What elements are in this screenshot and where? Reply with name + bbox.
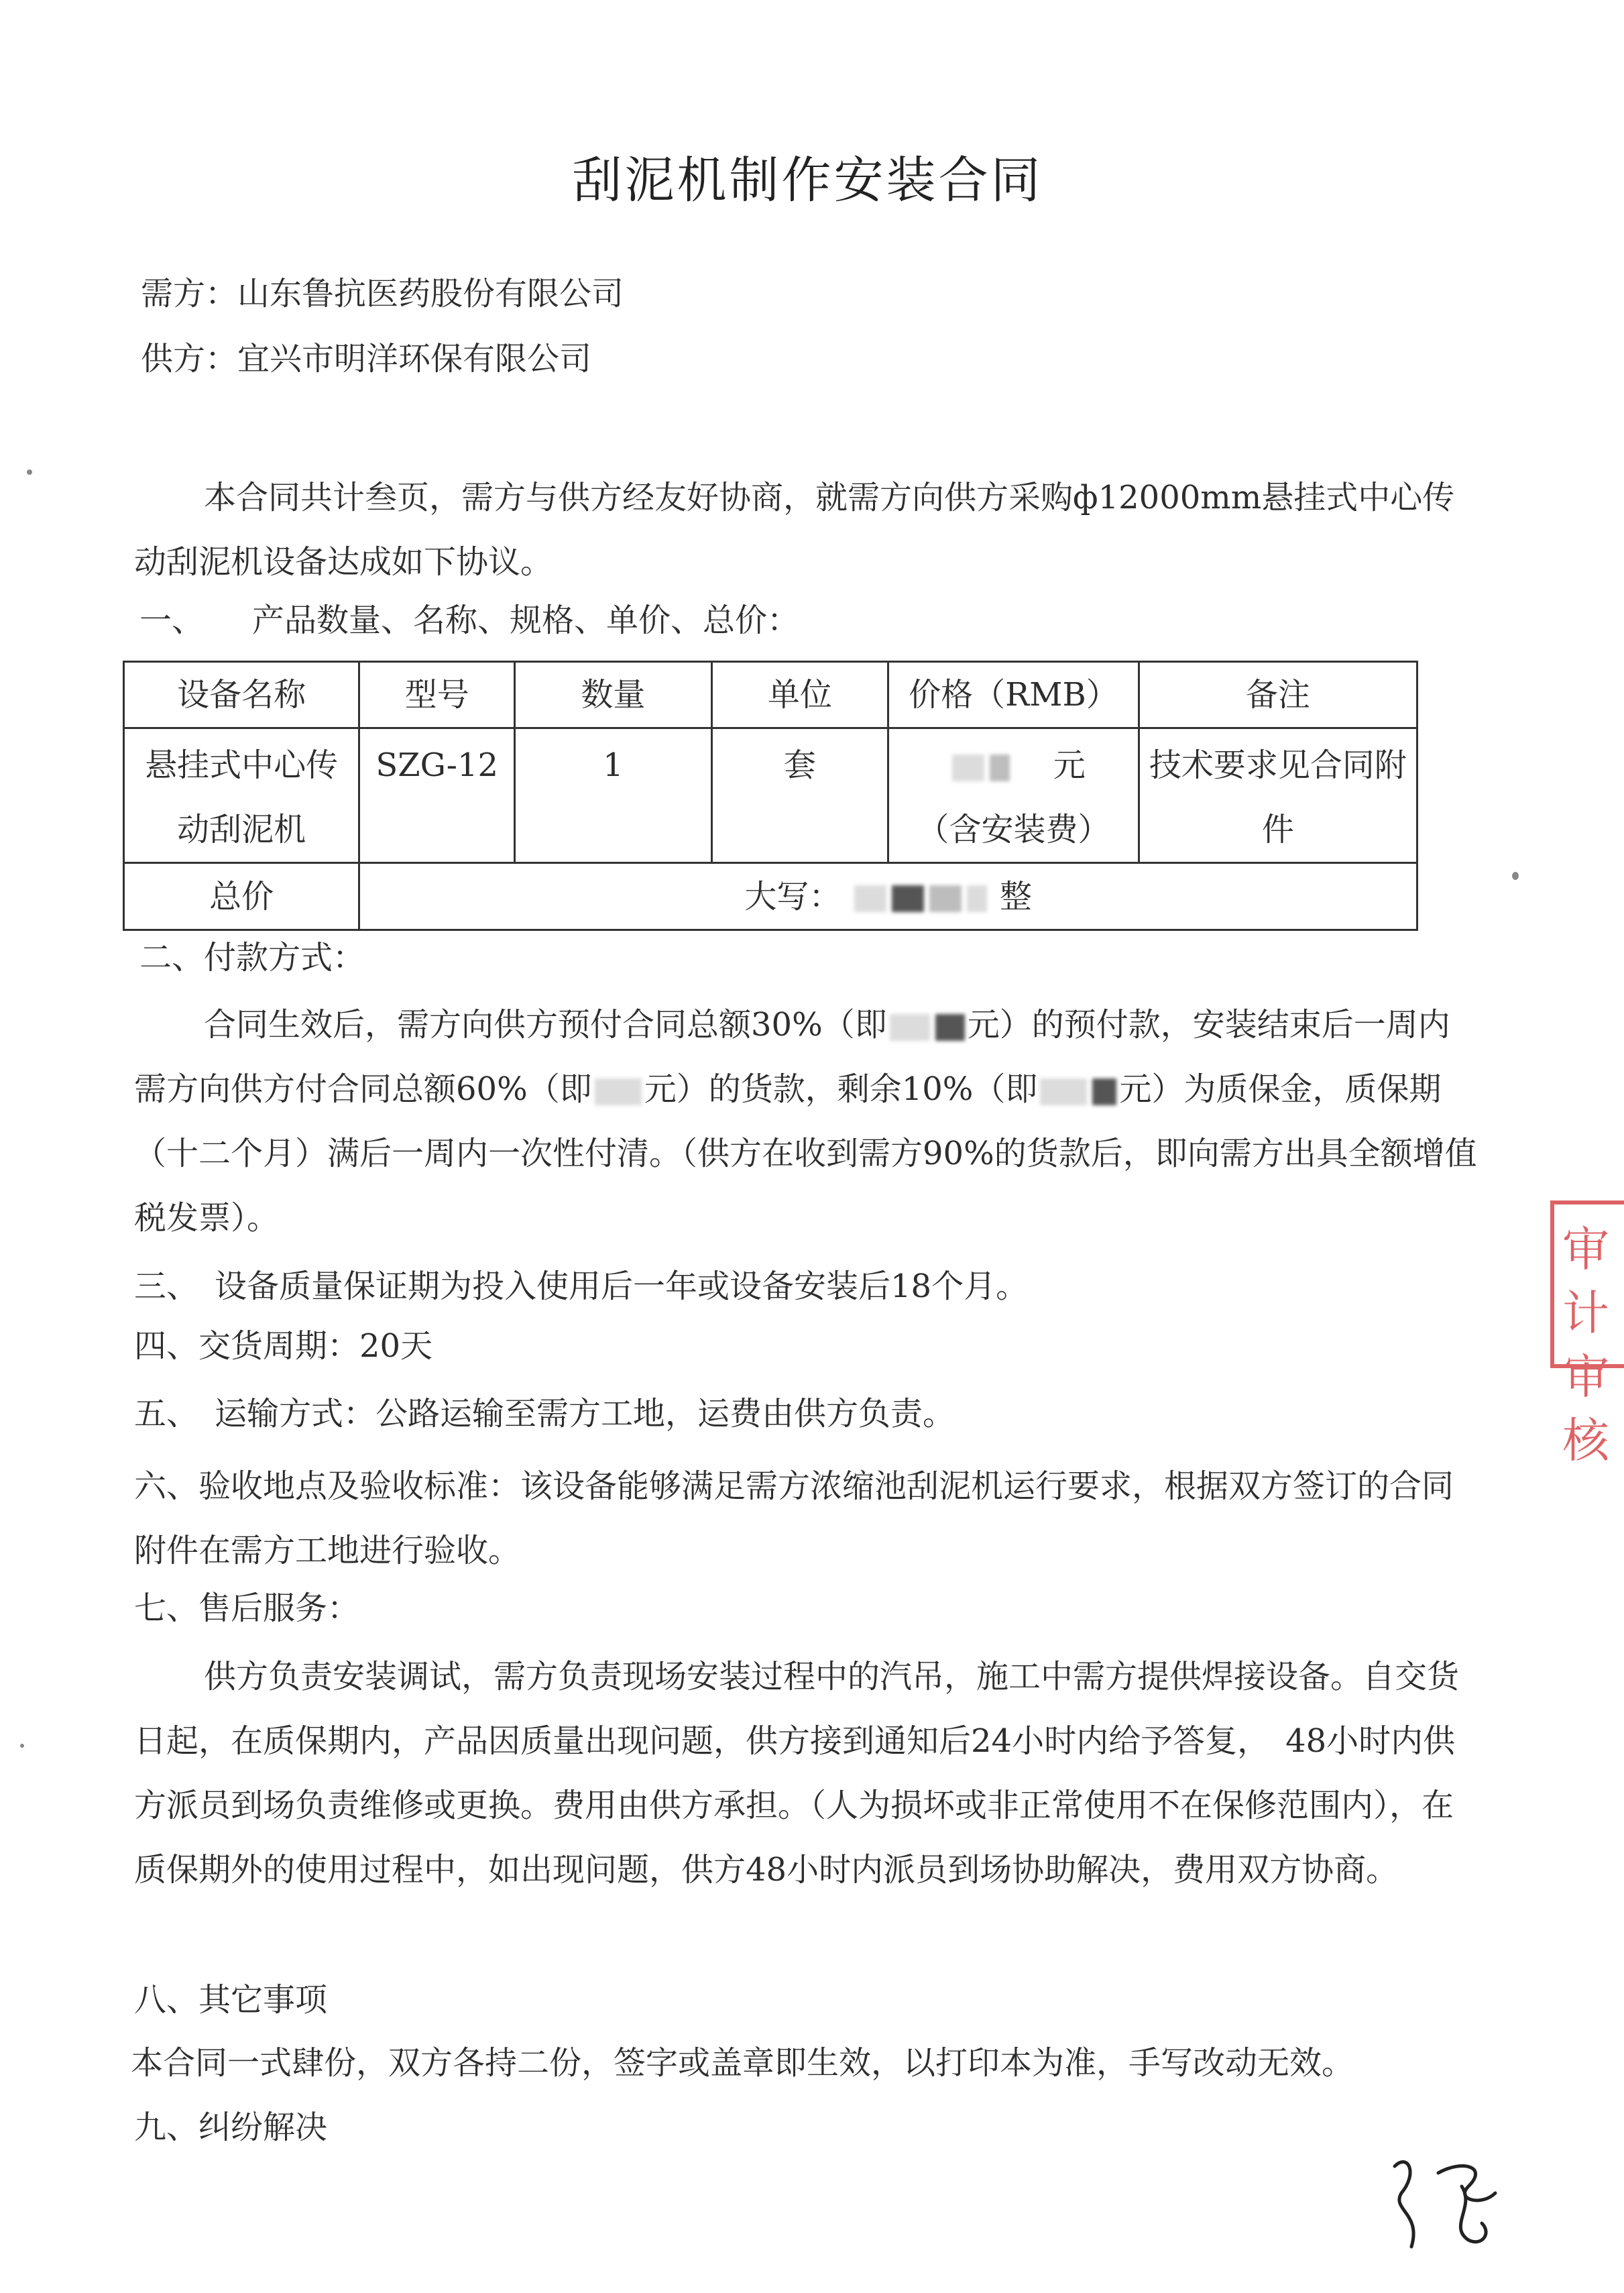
total-label: 总价 [124,863,359,930]
price-amount [894,733,1133,797]
header-price: 价格（RMB） [888,662,1139,728]
header-remark: 备注 [1139,662,1417,728]
section-9-heading: 九、纠纷解决 [134,2109,328,2146]
header-unit: 单位 [711,662,888,728]
price-note: （含安装费） [917,811,1110,848]
section-7-heading: 七、售后服务： [134,1589,360,1627]
section-3: 三、 设备质量保证期为投入使用后一年或设备安装后18个月。 [134,1268,1029,1305]
section-8-heading: 八、其它事项 [134,1981,328,2019]
intro-paragraph: 本合同共计叁页，需方与供方经友好协商，就需方向供方采购ф12000mm悬挂式中心传动刮泥机设备达成如下协议。 [134,479,1455,581]
payment-text-c: 元）的货款，剩余10%（即 [644,1070,1038,1108]
redacted-amount [935,1014,965,1041]
cell-model: SZG-12 [359,728,515,863]
handwritten-signature [1381,2146,1509,2260]
price-unit: 元 [1053,746,1086,784]
section-4: 四、交货周期：20天 [134,1327,433,1365]
redacted-amount [595,1078,642,1105]
redacted-amount [890,1014,930,1041]
product-table [123,661,1418,931]
section-2-paragraph [134,993,1482,1250]
redacted-total [854,885,886,912]
scan-speck [20,1744,24,1748]
buyer-line: 需方：山东鲁抗医药股份有限公司 [141,275,624,313]
payment-text-d: 元）为质保金，质保期（十二个月）满后一周内一次性付清。（供方在收到需方90%的货款后，即向需方出具全额增值税发票）。 [134,1070,1477,1237]
section-5: 五、 运输方式：公路运输至需方工地，运费由供方负责。 [134,1395,955,1433]
audit-stamp [1550,1200,1624,1468]
cell-price [888,728,1139,863]
total-prefix: 大写： [744,877,842,915]
header-model: 型号 [359,662,515,728]
section-6: 六、验收地点及验收标准：该设备能够满足需方浓缩池刮泥机运行要求，根据双方签订的合同附件在需方工地进行验收。 [134,1467,1454,1569]
header-quantity: 数量 [515,662,711,728]
document-title: 刮泥机制作安装合同 [572,152,1043,209]
total-suffix: 整 [999,877,1032,915]
redacted-amount [990,754,1010,781]
section-7-paragraph: 供方负责安装调试，需方负责现场安装过程中的汽吊，施工中需方提供焊接设备。自交货日起，在质保期内，产品因质量出现问题，供方接到通知后24小时内给予答复， 48小时内供方派员到场负责维修或更换。费用由供方承担。（人为损坏或非正常使用不在保修范围内），在质保期外的使用过程中，如出现问题，供方48小时内派员到场协助解决，费用双方协商。 [134,1658,1460,1889]
redacted-amount [952,754,984,781]
redacted-amount [1092,1078,1116,1105]
scan-speck [1512,872,1519,880]
stamp-text: 审计审核 [1562,1222,1609,1468]
section-8-text: 本合同一式肆份，双方各持二份，签字或盖章即生效，以打印本为准，手写改动无效。 [131,2044,1354,2082]
section-1-heading: 一、 产品数量、名称、规格、单价、总价： [139,602,800,639]
header-equipment-name: 设备名称 [124,662,359,728]
scan-speck [27,469,32,475]
cell-equipment-name: 悬挂式中心传动刮泥机 [124,728,359,863]
redacted-total [929,885,962,912]
cell-remark: 技术要求见合同附件 [1139,728,1417,863]
redacted-total [892,885,924,912]
cell-quantity: 1 [515,728,711,863]
section-2-heading: 二、付款方式： [139,939,365,976]
redacted-total [967,885,987,912]
cell-unit: 套 [711,728,888,863]
payment-text-b: 元）的预付款，安装结束后一周内需方向供方付合同总额60%（即 [134,1006,1450,1108]
redacted-amount [1040,1078,1087,1105]
total-value [359,863,1417,930]
supplier-line: 供方：宜兴市明洋环保有限公司 [141,340,592,378]
payment-text-a: 合同生效后，需方向供方预付合同总额30%（即 [204,1006,887,1044]
